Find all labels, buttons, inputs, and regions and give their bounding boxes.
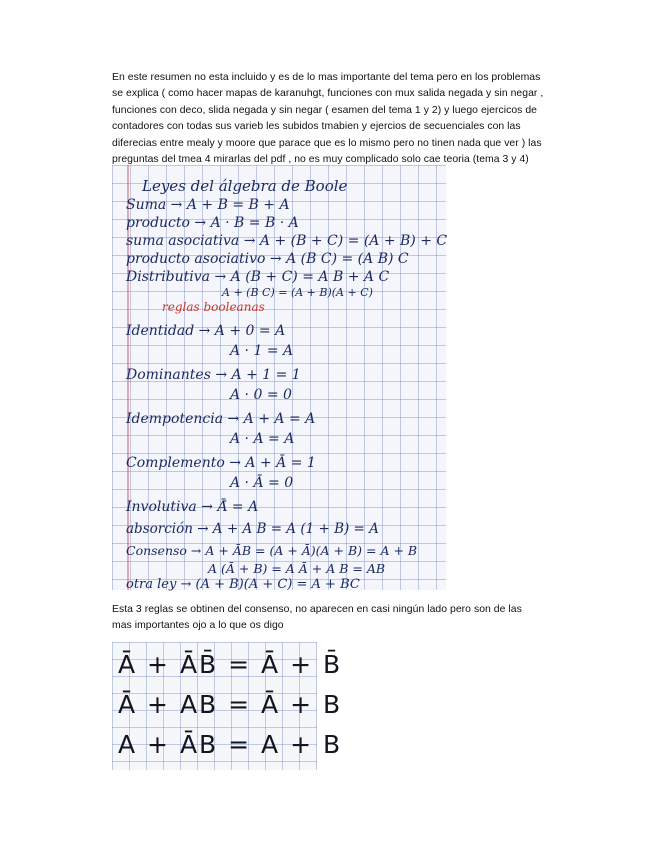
consenso-paragraph: Esta 3 reglas se obtinen del consenso, no aparecen en casi ningún lado pero son de las mas importantes ojo a lo que os digo — [112, 604, 522, 632]
law-line: otra ley → (A + B)(A + C) = A + BC — [126, 577, 360, 592]
notebook-photo-consensus-rules — [112, 642, 343, 770]
law-line: Consenso → A + ĀB = (A + Ā)(A + B) = A + B — [126, 543, 418, 558]
law-line: Idempotencia → A + A = A — [126, 411, 316, 427]
law-line: A · Ā = 0 — [230, 475, 294, 491]
law-line: Identidad → A + 0 = A — [126, 323, 286, 339]
law-line: Involutiva → Ā̄ = A — [126, 499, 259, 515]
notebook-title: Leyes del álgebra de Boole — [142, 177, 348, 195]
section-heading-red: reglas booleanas — [162, 300, 265, 314]
law-line: A · 0 = 0 — [230, 387, 292, 403]
intro-paragraph: En este resumen no esta incluido y es de lo mas importante del tema pero en los problemas se explica ( como hacer mapas de karanuhgt, funciones con mux salida negada y sin negar , funciones con deco, slida negada y sin negar ( esamen del tema 1 y 2) y luego ejercicos de contadores con todas sus varieb les subidos tmabien y ejercios de secuenciales con las diferecias entre mealy y moore que parace que es lo mismo pero no tinen nada que ver ) las preguntas del tmea 4 mirarlas del pdf , no es muy complicado solo cae teoria (tema 3 y 4) — [112, 72, 544, 166]
law-line: Suma → A + B = B + A — [126, 197, 290, 213]
law-line: suma asociativa → A + (B + C) = (A + B) + C — [126, 233, 448, 249]
law-line: Complemento → A + Ā = 1 — [126, 455, 316, 471]
rule-line: Ā + ĀB̄ = Ā + B̄ — [118, 650, 343, 679]
rule-line: A + ĀB = A + B — [118, 730, 343, 759]
law-line: A · 1 = A — [230, 343, 294, 359]
law-line: absorción → A + A B = A (1 + B) = A — [126, 521, 379, 537]
law-line: A (Ā + B) = A Ā + A B = AB — [208, 561, 386, 576]
law-line: Dominantes → A + 1 = 1 — [126, 367, 301, 383]
rule-line: Ā + AB = Ā + B — [118, 690, 343, 719]
law-line: A + (B C) = (A + B)(A + C) — [222, 286, 373, 299]
law-line: A · A = A — [230, 431, 295, 447]
notebook-photo-boolean-laws — [112, 165, 446, 590]
law-line: producto → A · B = B · A — [126, 215, 299, 231]
law-line: producto asociativo → A (B C) = (A B) C — [126, 251, 409, 267]
law-line: Distributiva → A (B + C) = A B + A C — [126, 269, 390, 285]
